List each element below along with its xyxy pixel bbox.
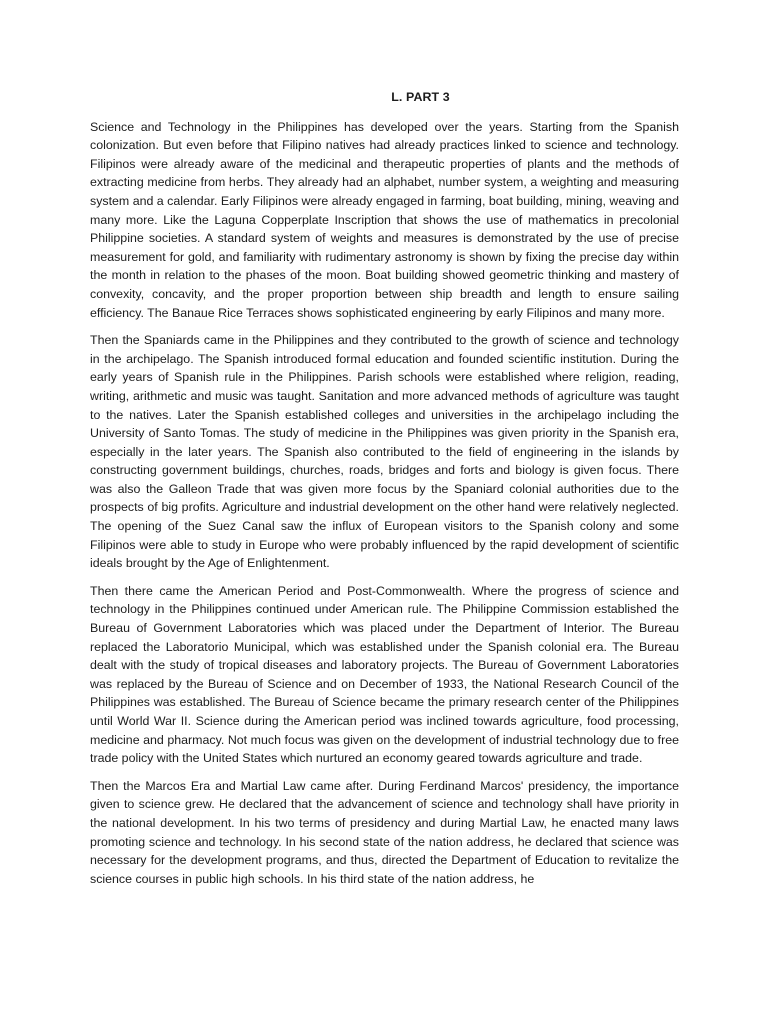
- document-page: [90, 88, 679, 897]
- paragraph-precolonial: Science and Technology in the Philippines has developed over the years. Starting from the Spanish colonization. But even before that Filipino natives had already practices linked to science and technology. Filipinos were already aware of the medicinal and therapeutic properties of plants and the methods of extracting medicine from herbs. They already had an alphabet, number system, a weighting and measuring system and a calendar. Early Filipinos were already engaged in farming, boat building, mining, weaving and many more. Like the Laguna Copperplate Inscription that shows the use of mathematics in precolonial Philippine societies. A standard system of weights and measures is demonstrated by the use of precise measurement for gold, and familiarity with rudimentary astronomy is shown by fixing the precise day within the month in relation to the phases of the moon. Boat building showed geometric thinking and mastery of convexity, concavity, and the proper proportion between ship breadth and length to ensure sailing efficiency. The Banaue Rice Terraces shows sophisticated engineering by early Filipinos and many more.: [90, 119, 679, 320]
- paragraph-spanish-era: Then the Spaniards came in the Philippines and they contributed to the growth of science and technology in the archipelago. The Spanish introduced formal education and founded scientific institution. During the early years of Spanish rule in the Philippines. Parish schools were established where religion, reading, writing, arithmetic and music was taught. Sanitation and more advanced methods of agriculture was taught to the natives. Later the Spanish established colleges and universities in the archipelago including the University of Santo Tomas. The study of medicine in the Philippines was given priority in the Spanish era, especially in the later years. The Spanish also contributed to the field of engineering in the islands by constructing government buildings, churches, roads, bridges and forts and biology is given focus. There was also the Galleon Trade that was given more focus by the Spaniard colonial authorities due to the prospects of big profits. Agriculture and industrial development on the other hand were relatively neglected. The opening of the Suez Canal saw the influx of European visitors to the Spanish colony and some Filipinos were able to study in Europe who were probably influenced by the rapid development of scientific ideals brought by the Age of Enlightenment.: [90, 333, 679, 571]
- paragraph-american-period: Then there came the American Period and Post-Commonwealth. Where the progress of science and technology in the Philippines continued under American rule. The Philippine Commission established the Bureau of Government Laboratories which was placed under the Department of Interior. The Bureau replaced the Laboratorio Municipal, which was established under the Spanish colonial era. The Bureau dealt with the study of tropical diseases and laboratory projects. The Bureau of Government Laboratories was replaced by the Bureau of Science and on December of 1933, the National Research Council of the Philippines was established. The Bureau of Science became the primary research center of the Philippines until World War II. Science during the American period was inclined towards agriculture, food processing, medicine and pharmacy. Not much focus was given on the development of industrial technology due to free trade policy with the United States which nurtured an economy geared towards agriculture and trade.: [90, 583, 679, 766]
- section-heading: L. PART 3: [391, 90, 450, 104]
- paragraph-marcos-era: Then the Marcos Era and Martial Law came after. During Ferdinand Marcos' presidency, the importance given to science grew. He declared that the advancement of science and technology shall have priority in the national development. In his two terms of presidency and during Martial Law, he enacted many laws promoting science and technology. In his second state of the nation address, he declared that science was necessary for the development programs, and thus, directed the Department of Education to revitalize the science courses in public high schools. In his third state of the nation address, he: [90, 778, 679, 886]
